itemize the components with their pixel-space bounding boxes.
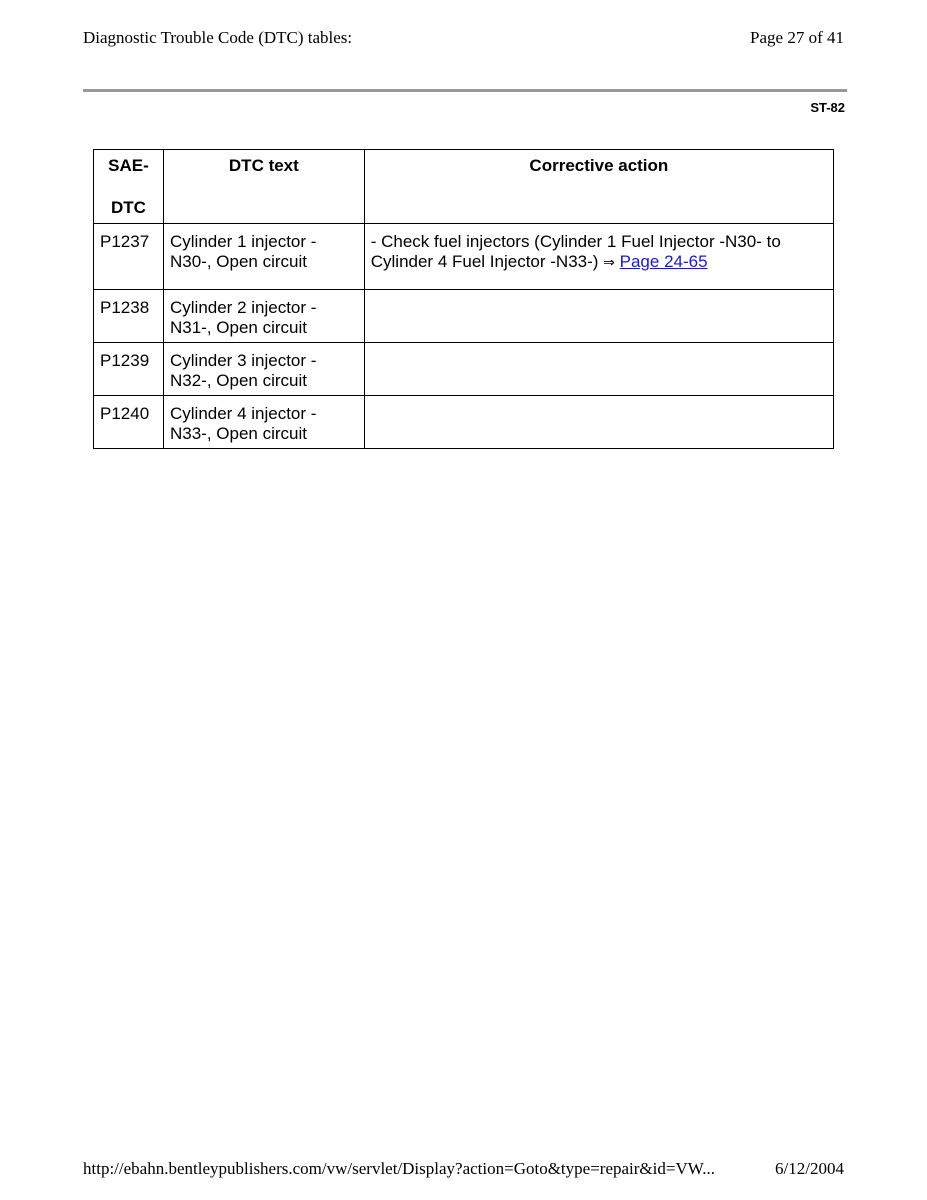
dtc-text-line: Cylinder 2 injector - [169, 298, 317, 317]
dtc-table [93, 149, 834, 449]
column-header-dtc-text: DTC text [163, 150, 364, 224]
column-header-sae-dtc-line2: DTC [111, 198, 146, 217]
dtc-code-cell: P1240 [94, 396, 164, 449]
dtc-text-line: Cylinder 1 injector - [169, 232, 317, 251]
document-code: ST-82 [810, 100, 845, 115]
table-row [94, 396, 834, 449]
dtc-text-line: Cylinder 4 injector - [169, 404, 317, 423]
dtc-text-cell [163, 343, 364, 396]
table-row [94, 224, 834, 290]
page-header-title: Diagnostic Trouble Code (DTC) tables: [83, 28, 353, 47]
corrective-action-cell [364, 290, 833, 343]
dtc-text-line: N32-, Open circuit [169, 371, 307, 390]
dtc-text-line: N33-, Open circuit [169, 424, 307, 443]
dtc-code-cell: P1239 [94, 343, 164, 396]
dtc-text-cell [163, 290, 364, 343]
footer-url: http://ebahn.bentleypublishers.com/vw/servlet/Display?action=Goto&type=repair&id=VW... [83, 1159, 715, 1178]
column-header-sae-dtc [94, 150, 164, 224]
header-divider [83, 89, 847, 92]
dtc-text-line: N31-, Open circuit [169, 318, 307, 337]
dtc-code-cell: P1237 [94, 224, 164, 290]
dtc-code-cell: P1238 [94, 290, 164, 343]
footer-date: 6/12/2004 [775, 1159, 844, 1178]
column-header-corrective-action: Corrective action [364, 150, 833, 224]
dtc-text-line: Cylinder 3 injector - [169, 351, 317, 370]
corrective-action-cell [364, 343, 833, 396]
column-header-sae-dtc-line1: SAE- [108, 156, 149, 175]
table-row [94, 343, 834, 396]
dtc-text-cell [163, 396, 364, 449]
corrective-action-cell [364, 396, 833, 449]
right-arrow-icon: ⇒ [603, 255, 615, 271]
dtc-text-cell [163, 224, 364, 290]
page-indicator: Page 27 of 41 [750, 28, 844, 47]
corrective-action-text: - Check fuel injectors (Cylinder 1 Fuel Injector -N30- to Cylinder 4 Fuel Injector -N33-) [370, 232, 781, 271]
table-header-row [94, 150, 834, 224]
corrective-action-cell [364, 224, 833, 290]
page-reference-link[interactable]: Page 24-65 [619, 252, 708, 271]
dtc-text-line: N30-, Open circuit [169, 252, 307, 271]
table-row [94, 290, 834, 343]
